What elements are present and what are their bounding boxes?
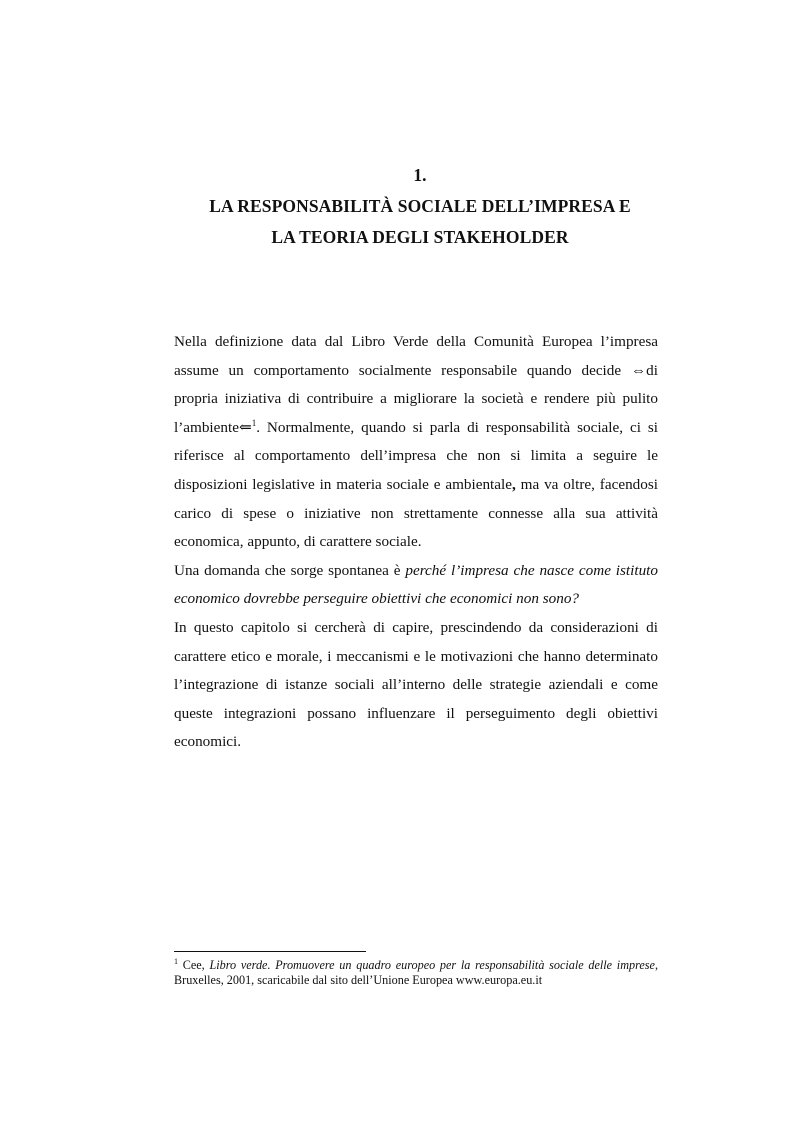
- chapter-heading: [120, 160, 720, 253]
- question-italic: perché l’impresa che nasce come istituto economico dovrebbe perseguire obiettivi che economici non sono?: [174, 561, 658, 608]
- paragraph-definition-end: ma va oltre, facendosi carico di spese o iniziative non strettamente connesse alla sua attività economica, appunto, di carattere sociale.: [174, 475, 658, 551]
- chapter-number: 1.: [413, 165, 427, 185]
- bold-comma: ,: [511, 475, 516, 493]
- footnote-number: 1: [174, 956, 178, 966]
- chapter-title-line-2: LA TEORIA DEGLI STAKEHOLDER: [271, 227, 569, 247]
- paragraph-definition: [174, 328, 658, 557]
- paragraph-definition-continuation: . Normalmente, quando si parla di responsabilità sociale, ci si riferisce al comportamento dell’impresa che non si limita a seguire le disposizioni legislative in materia sociale e ambientale: [174, 418, 658, 493]
- footnote-reference: 1: [251, 417, 257, 428]
- question-intro: Una domanda che sorge spontanea è: [174, 561, 406, 579]
- open-quote-glyph: ⇔: [630, 361, 647, 379]
- footnote-divider: [174, 951, 366, 952]
- paragraph-chapter-purpose: In questo capitolo si cercherà di capire, prescindendo da considerazioni di carattere etico e morale, i meccanismi e le motivazioni che hanno determinato l’integrazione di istanze sociali all’interno delle strategie aziendali e come queste integrazioni possano influenzare il perseguimento degli obiettivi economici.: [174, 618, 658, 751]
- quoted-definition: di propria iniziativa di contribuire a migliorare la società e rendere più pulito l’ambiente: [174, 361, 658, 436]
- paragraph-question: [174, 557, 658, 614]
- chapter-body: [174, 328, 658, 757]
- chapter-title-line-1: LA RESPONSABILITÀ SOCIALE DELL’IMPRESA E: [209, 196, 631, 216]
- footnote-prefix: Cee,: [178, 958, 210, 972]
- footnote: [174, 958, 658, 988]
- footnote-suffix: , Bruxelles, 2001, scaricabile dal sito dell’Unione Europea www.europa.eu.it: [174, 958, 658, 987]
- close-quote-glyph: ⇐: [238, 418, 252, 436]
- paragraph-definition-intro: Nella definizione data dal Libro Verde della Comunità Europea l’impresa assume un comportamento socialmente responsabile quando decide: [174, 333, 658, 379]
- footnote-title: Libro verde. Promuovere un quadro europeo per la responsabilità sociale delle imprese: [209, 958, 655, 972]
